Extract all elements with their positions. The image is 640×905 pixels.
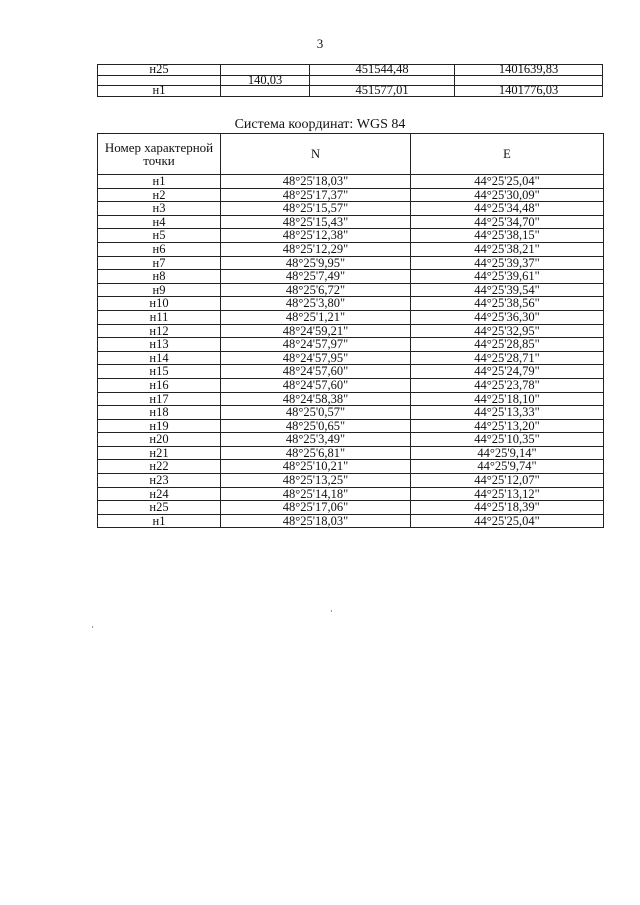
cell-point: н1 — [98, 175, 221, 189]
cell-e: 44°25'23,78" — [411, 378, 604, 392]
cell-y: 1401639,83 — [455, 65, 603, 76]
cell-point: н25 — [98, 65, 221, 76]
cell-e: 44°25'24,79" — [411, 365, 604, 379]
cell-point: н3 — [98, 202, 221, 216]
table-row — [98, 202, 604, 216]
cell-point: н9 — [98, 283, 221, 297]
cell-n: 48°25'3,80" — [221, 297, 411, 311]
cell-point: н1 — [98, 514, 221, 528]
table-row — [98, 270, 604, 284]
table-row — [98, 460, 604, 474]
cell-point: н12 — [98, 324, 221, 338]
cell-point: н8 — [98, 270, 221, 284]
cell-n: 48°25'7,49" — [221, 270, 411, 284]
cell-e: 44°25'38,56" — [411, 297, 604, 311]
table-row — [98, 474, 604, 488]
cell-point: н2 — [98, 188, 221, 202]
cell-y: 1401776,03 — [455, 86, 603, 97]
cell-e: 44°25'9,74" — [411, 460, 604, 474]
cell-point: н19 — [98, 419, 221, 433]
cell-n: 48°25'9,95" — [221, 256, 411, 270]
cell-point: н18 — [98, 406, 221, 420]
cell-e: 44°25'39,37" — [411, 256, 604, 270]
table-row — [98, 392, 604, 406]
cell-point: н1 — [98, 86, 221, 97]
cell-n: 48°25'1,21" — [221, 310, 411, 324]
cell-point: н16 — [98, 378, 221, 392]
coordinate-system-caption: Система координат: WGS 84 — [234, 117, 406, 132]
scan-mark — [331, 610, 332, 612]
cell-point: н10 — [98, 297, 221, 311]
cell-e: 44°25'25,04" — [411, 175, 604, 189]
cell-e: 44°25'38,15" — [411, 229, 604, 243]
cell-n: 48°25'17,37" — [221, 188, 411, 202]
table-row — [98, 242, 604, 256]
cell-e: 44°25'25,04" — [411, 514, 604, 528]
cell-point: н13 — [98, 338, 221, 352]
cell-point: н17 — [98, 392, 221, 406]
cell-n: 48°25'0,65" — [221, 419, 411, 433]
cell-point: н22 — [98, 460, 221, 474]
cell-point: н15 — [98, 365, 221, 379]
cell-point: н25 — [98, 501, 221, 515]
cell-n: 48°25'10,21" — [221, 460, 411, 474]
cell-point: н23 — [98, 474, 221, 488]
page-number: 3 — [316, 36, 324, 51]
table-row — [98, 487, 604, 501]
cell-e: 44°25'28,85" — [411, 338, 604, 352]
cell-e: 44°25'34,70" — [411, 215, 604, 229]
header-n: N — [221, 134, 411, 175]
header-e: E — [411, 134, 604, 175]
cell-e: 44°25'34,48" — [411, 202, 604, 216]
cell-n: 48°25'15,57" — [221, 202, 411, 216]
cell-e: 44°25'12,07" — [411, 474, 604, 488]
cell-e: 44°25'13,33" — [411, 406, 604, 420]
cell-n: 48°25'18,03" — [221, 175, 411, 189]
table-row — [98, 188, 604, 202]
cell-n: 48°24'59,21" — [221, 324, 411, 338]
table-row — [98, 365, 604, 379]
cell-n: 48°25'18,03" — [221, 514, 411, 528]
table-row — [98, 256, 604, 270]
table-row — [98, 419, 604, 433]
table-row — [98, 338, 604, 352]
cell-point: н14 — [98, 351, 221, 365]
cell-e: 44°25'38,21" — [411, 242, 604, 256]
cell-x: 451544,48 — [310, 65, 455, 76]
cell-n: 48°25'0,57" — [221, 406, 411, 420]
cell-e: 44°25'10,35" — [411, 433, 604, 447]
cell-n: 48°24'57,95" — [221, 351, 411, 365]
cell-e: 44°25'13,12" — [411, 487, 604, 501]
cell-point: н21 — [98, 446, 221, 460]
table-row — [98, 378, 604, 392]
table-row — [98, 310, 604, 324]
cell-n: 48°24'57,60" — [221, 378, 411, 392]
cell-e: 44°25'28,71" — [411, 351, 604, 365]
cell-e: 44°25'18,10" — [411, 392, 604, 406]
table-row — [98, 297, 604, 311]
cell-n: 48°25'15,43" — [221, 215, 411, 229]
table-row — [98, 446, 604, 460]
coordinates-table-top — [97, 64, 603, 97]
cell-e: 44°25'9,14" — [411, 446, 604, 460]
cell-e: 44°25'18,39" — [411, 501, 604, 515]
cell-n: 48°24'57,60" — [221, 365, 411, 379]
cell-e: 44°25'13,20" — [411, 419, 604, 433]
cell-e: 44°25'36,30" — [411, 310, 604, 324]
table-row — [98, 514, 604, 528]
table-row — [98, 406, 604, 420]
cell-dist — [221, 86, 310, 97]
table-row — [98, 86, 603, 97]
table-row — [98, 175, 604, 189]
wgs84-coordinates-table — [97, 133, 604, 528]
table-row — [98, 215, 604, 229]
cell-n: 48°25'3,49" — [221, 433, 411, 447]
table-row — [98, 283, 604, 297]
table-row — [98, 351, 604, 365]
table-row — [98, 324, 604, 338]
cell-n: 48°25'13,25" — [221, 474, 411, 488]
cell-point: н6 — [98, 242, 221, 256]
cell-point: н7 — [98, 256, 221, 270]
header-point-number: Номер характерной точки — [98, 134, 221, 175]
cell-n: 48°25'14,18" — [221, 487, 411, 501]
cell-point: н4 — [98, 215, 221, 229]
table-row — [98, 501, 604, 515]
cell-e: 44°25'32,95" — [411, 324, 604, 338]
table-row — [98, 65, 603, 76]
cell-n: 48°25'12,29" — [221, 242, 411, 256]
cell-point: н11 — [98, 310, 221, 324]
cell-n: 48°24'57,97" — [221, 338, 411, 352]
scan-mark — [92, 626, 93, 628]
table-row — [98, 433, 604, 447]
cell-e: 44°25'39,61" — [411, 270, 604, 284]
cell-n: 48°25'17,06" — [221, 501, 411, 515]
cell-dist: 140,03 — [221, 75, 310, 86]
cell-point: н24 — [98, 487, 221, 501]
table-row — [98, 229, 604, 243]
cell-n: 48°24'58,38" — [221, 392, 411, 406]
cell-e: 44°25'30,09" — [411, 188, 604, 202]
cell-n: 48°25'6,81" — [221, 446, 411, 460]
cell-n: 48°25'6,72" — [221, 283, 411, 297]
cell-point: н5 — [98, 229, 221, 243]
cell-x: 451577,01 — [310, 86, 455, 97]
cell-point: н20 — [98, 433, 221, 447]
table-header-row — [98, 134, 604, 175]
cell-n: 48°25'12,38" — [221, 229, 411, 243]
cell-e: 44°25'39,54" — [411, 283, 604, 297]
